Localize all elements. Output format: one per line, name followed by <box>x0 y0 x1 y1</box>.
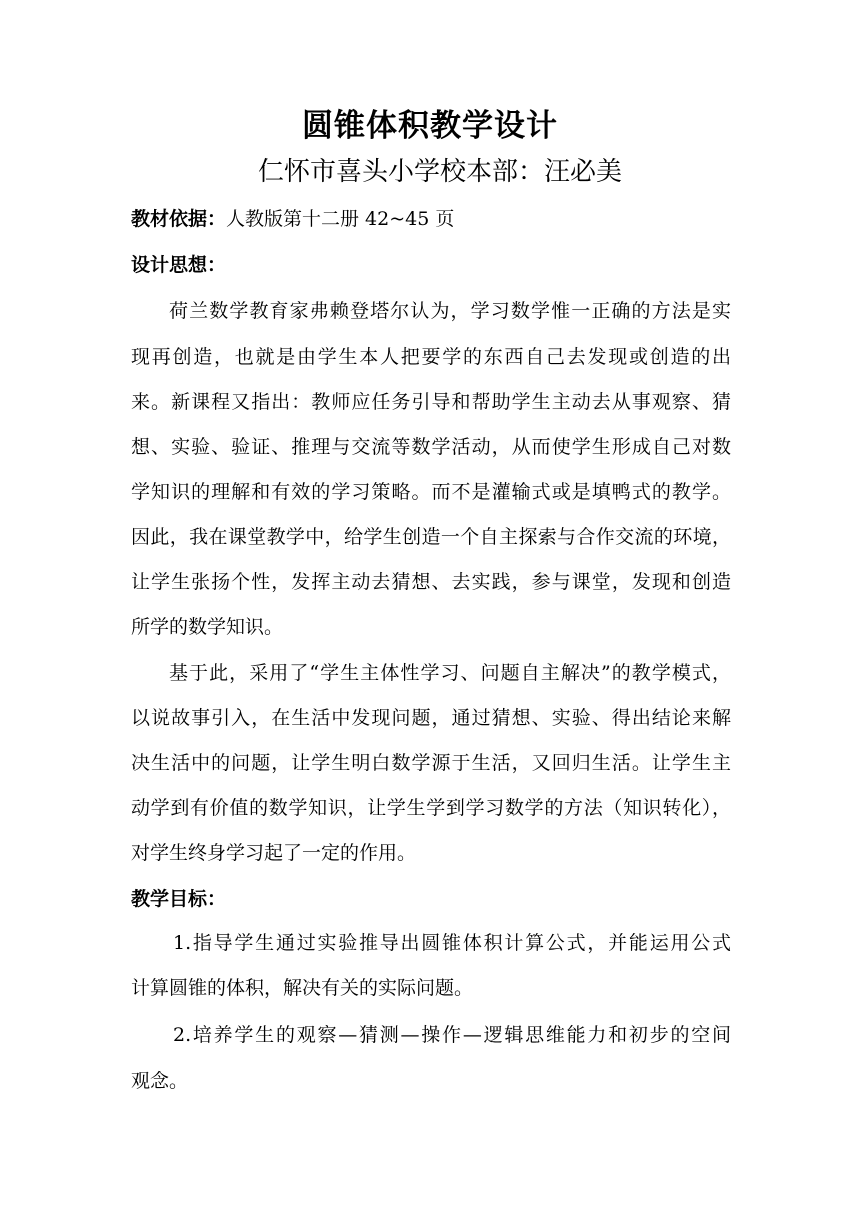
paragraph-line: 学知识的理解和有效的学习策略。而不是灌输式或是填鸭式的教学。 <box>131 481 731 503</box>
design-heading: 设计思想： <box>131 254 227 276</box>
paragraph-line: 以说故事引入，在生活中发现问题，通过猜想、实验、得出结论来解 <box>131 707 731 729</box>
document-title: 圆锥体积教学设计 <box>302 108 558 144</box>
paragraph-line: 动学到有价值的数学知识，让学生学到学习数学的方法（知识转化）， <box>131 797 731 819</box>
goal-line: 观念。 <box>131 1070 189 1092</box>
paragraph-line: 因此，我在课堂教学中，给学生创造一个自主探索与合作交流的环境， <box>131 526 731 548</box>
basis-value: 人教版第十二册 42~45 页 <box>226 208 455 230</box>
basis-line <box>131 204 731 234</box>
paragraph-line: 决生活中的问题，让学生明白数学源于生活，又回归生活。让学生主 <box>131 752 731 774</box>
paragraph-line: 来。新课程又指出：教师应任务引导和帮助学生主动去从事观察、猜 <box>131 391 731 413</box>
paragraph-line: 对学生终身学习起了一定的作用。 <box>131 842 417 864</box>
document-subtitle: 仁怀市喜头小学校本部：汪必美 <box>257 157 622 187</box>
paragraph-line: 基于此，采用了“学生主体性学习、问题自主解决”的教学模式， <box>169 662 731 684</box>
goals-heading: 教学目标： <box>131 888 227 910</box>
paragraph-line: 现再创造，也就是由学生本人把要学的东西自己去发现或创造的出 <box>131 346 731 368</box>
paragraph-line: 想、实验、验证、推理与交流等数学活动，从而使学生形成自己对数 <box>131 436 731 458</box>
paragraph-line: 让学生张扬个性，发挥主动去猜想、去实践，参与课堂，发现和创造 <box>131 571 731 593</box>
basis-label: 教材依据： <box>131 208 227 230</box>
goal-line: 计算圆锥的体积，解决有关的实际问题。 <box>131 977 474 999</box>
goal-line: 2.培养学生的观察—猜测—操作—逻辑思维能力和初步的空间 <box>173 1024 731 1046</box>
goal-line: 1.指导学生通过实验推导出圆锥体积计算公式，并能运用公式 <box>173 932 731 954</box>
paragraph-line: 荷兰数学教育家弗赖登塔尔认为，学习数学惟一正确的方法是实 <box>169 300 731 322</box>
paragraph-line: 所学的数学知识。 <box>131 616 284 638</box>
